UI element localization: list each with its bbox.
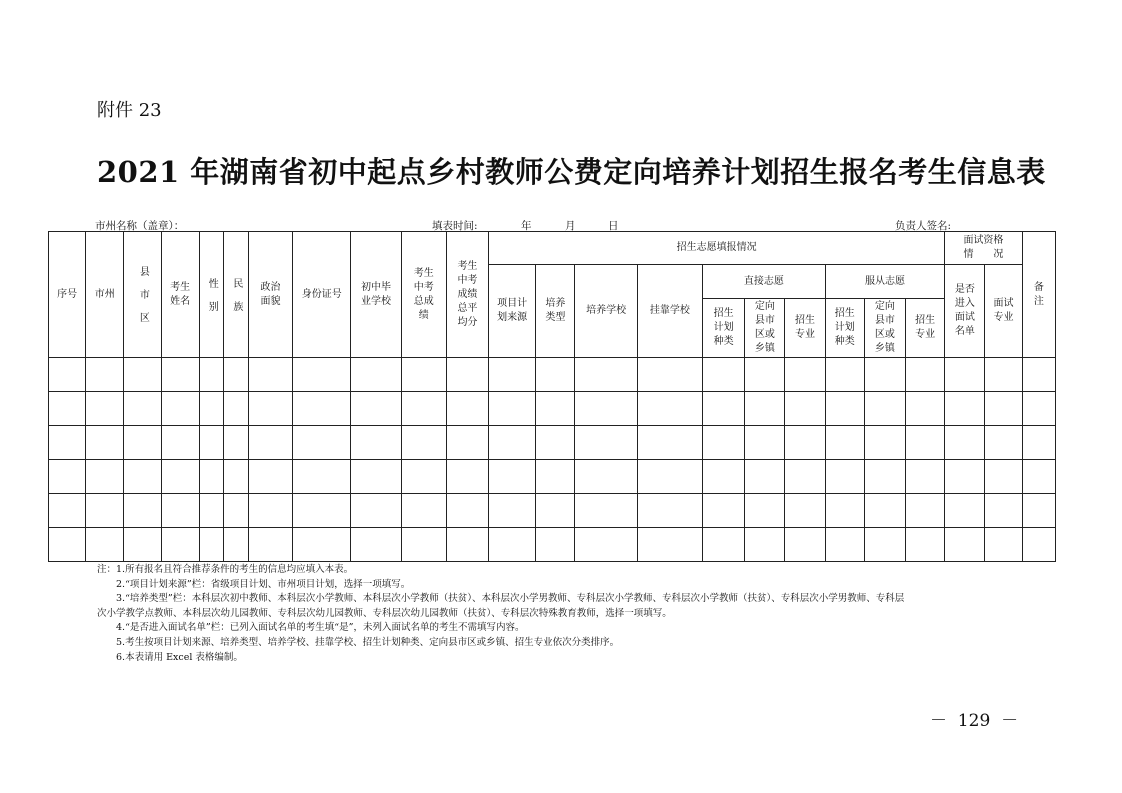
table-cell[interactable] — [401, 494, 446, 528]
header-gender: 性 别 — [199, 232, 223, 358]
table-cell[interactable] — [248, 392, 292, 426]
table-cell[interactable] — [536, 426, 575, 460]
table-cell[interactable] — [985, 358, 1022, 392]
header-type: 培养 类型 — [536, 265, 575, 358]
header-group-obey: 服从志愿 — [825, 265, 945, 299]
table-cell[interactable] — [703, 392, 745, 426]
info-table — [48, 231, 1056, 562]
table-cell[interactable] — [248, 460, 292, 494]
table-cell[interactable] — [223, 460, 248, 494]
table-cell[interactable] — [745, 460, 785, 494]
table-cell[interactable] — [489, 392, 536, 426]
page-number: － 129 － — [930, 711, 1019, 731]
header-attach-school: 挂靠学校 — [637, 265, 702, 358]
table-cell[interactable] — [864, 358, 905, 392]
table-cell[interactable] — [945, 460, 985, 494]
header-group-wish: 招生志愿填报情况 — [489, 232, 945, 265]
header-source: 项目计 划来源 — [489, 265, 536, 358]
table-cell[interactable] — [446, 460, 488, 494]
header-id: 身份证号 — [293, 232, 351, 358]
table-cell[interactable] — [945, 426, 985, 460]
table-cell[interactable] — [536, 460, 575, 494]
header-score: 考生 中考 总成 绩 — [401, 232, 446, 358]
note-line: 注：1.所有报名且符合推荐条件的考生的信息均应填入本表。 — [97, 564, 354, 575]
table-cell[interactable] — [49, 494, 86, 528]
table-cell[interactable] — [703, 528, 745, 562]
table-row — [49, 426, 1056, 460]
table-cell[interactable] — [223, 426, 248, 460]
table-cell[interactable] — [945, 494, 985, 528]
notes — [97, 563, 1027, 665]
table-cell[interactable] — [293, 426, 351, 460]
table-cell[interactable] — [536, 358, 575, 392]
table-cell[interactable] — [785, 528, 825, 562]
header-direct-plan-type: 招生 计划 种类 — [703, 299, 745, 358]
table-cell[interactable] — [489, 460, 536, 494]
table-cell[interactable] — [124, 426, 161, 460]
table-cell[interactable] — [637, 392, 702, 426]
table-cell[interactable] — [745, 426, 785, 460]
table-cell[interactable] — [1022, 358, 1055, 392]
table-cell[interactable] — [293, 392, 351, 426]
header-city: 市州 — [86, 232, 124, 358]
table-cell[interactable] — [637, 460, 702, 494]
header-avg: 考生 中考 成绩 总平 均分 — [446, 232, 488, 358]
table-cell[interactable] — [293, 358, 351, 392]
table-cell[interactable] — [825, 494, 864, 528]
table-cell[interactable] — [864, 392, 905, 426]
table-cell[interactable] — [785, 494, 825, 528]
table-cell[interactable] — [864, 494, 905, 528]
table-cell[interactable] — [446, 358, 488, 392]
table-cell[interactable] — [199, 392, 223, 426]
page-title: 2021 年湖南省初中起点乡村教师公费定向培养计划招生报名考生信息表 — [97, 155, 1046, 189]
table-cell[interactable] — [86, 358, 124, 392]
header-train-school: 培养学校 — [575, 265, 637, 358]
table-cell[interactable] — [637, 494, 702, 528]
header-county: 县 市 区 — [124, 232, 161, 358]
header-seq: 序号 — [49, 232, 86, 358]
table-cell[interactable] — [351, 460, 401, 494]
table-cell[interactable] — [199, 528, 223, 562]
table-cell[interactable] — [825, 392, 864, 426]
table-cell[interactable] — [864, 460, 905, 494]
header-remark: 备 注 — [1022, 232, 1055, 358]
table-cell[interactable] — [161, 358, 199, 392]
table-cell[interactable] — [293, 460, 351, 494]
table-cell[interactable] — [785, 392, 825, 426]
header-political: 政治 面貌 — [248, 232, 292, 358]
header-school: 初中毕 业学校 — [351, 232, 401, 358]
note-line: 6.本表请用 Excel 表格编制。 — [116, 651, 243, 663]
table-cell[interactable] — [124, 358, 161, 392]
table-cell[interactable] — [199, 426, 223, 460]
table-cell[interactable] — [446, 392, 488, 426]
table-cell[interactable] — [401, 460, 446, 494]
table-row — [49, 358, 1056, 392]
table-cell[interactable] — [1022, 460, 1055, 494]
table-cell[interactable] — [489, 358, 536, 392]
table-cell[interactable] — [489, 426, 536, 460]
table-cell[interactable] — [637, 358, 702, 392]
table-cell[interactable] — [489, 528, 536, 562]
table-cell[interactable] — [745, 494, 785, 528]
table-body — [49, 358, 1056, 562]
table-cell[interactable] — [401, 528, 446, 562]
table-cell[interactable] — [351, 494, 401, 528]
table-cell[interactable] — [199, 358, 223, 392]
table-cell[interactable] — [86, 528, 124, 562]
table-cell[interactable] — [703, 494, 745, 528]
header-obey-major: 招生 专业 — [906, 299, 945, 358]
header-group-direct: 直接志愿 — [703, 265, 826, 299]
table-cell[interactable] — [1022, 528, 1055, 562]
table-cell[interactable] — [1022, 426, 1055, 460]
table-cell[interactable] — [248, 494, 292, 528]
table-cell[interactable] — [49, 426, 86, 460]
note-line: 2.“项目计划来源”栏：省级项目计划、市州项目计划，选择一项填写。 — [116, 578, 411, 590]
table-cell[interactable] — [785, 426, 825, 460]
table-cell[interactable] — [351, 528, 401, 562]
table-cell[interactable] — [575, 494, 637, 528]
table-cell[interactable] — [945, 392, 985, 426]
table-cell[interactable] — [536, 528, 575, 562]
table-cell[interactable] — [703, 460, 745, 494]
table-cell[interactable] — [575, 460, 637, 494]
table-cell[interactable] — [86, 460, 124, 494]
table-cell[interactable] — [985, 460, 1022, 494]
table-cell[interactable] — [161, 426, 199, 460]
table-cell[interactable] — [906, 358, 945, 392]
table-cell[interactable] — [985, 528, 1022, 562]
table-cell[interactable] — [575, 426, 637, 460]
table-cell[interactable] — [401, 392, 446, 426]
note-line: 3.“培养类型”栏：本科层次初中教师、本科层次小学教师、本科层次小学教师（扶贫）、本科层次小学男教师、专科层次小学教师、专科层次小学教师（扶贫）、专科层次小学男教师、专科层 — [116, 593, 905, 605]
table-cell[interactable] — [745, 358, 785, 392]
table-cell[interactable] — [1022, 494, 1055, 528]
table-cell[interactable] — [536, 392, 575, 426]
table-cell[interactable] — [49, 392, 86, 426]
meta-year: 年 — [521, 220, 532, 232]
attachment-label: 附件 23 — [97, 100, 162, 121]
header-obey-plan-type: 招生 计划 种类 — [825, 299, 864, 358]
meta-day: 日 — [608, 220, 619, 232]
header-name: 考生 姓名 — [161, 232, 199, 358]
header-in-list: 是否 进入 面试 名单 — [945, 265, 985, 358]
note-line: 次小学教学点教师、本科层次幼儿园教师、专科层次幼儿园教师、专科层次幼儿园教师（扶贫）、专科层次特殊教育教师，选择一项填写。 — [97, 607, 672, 619]
table-cell[interactable] — [825, 358, 864, 392]
table-cell[interactable] — [785, 358, 825, 392]
table-cell[interactable] — [864, 426, 905, 460]
table-cell[interactable] — [446, 528, 488, 562]
table-cell[interactable] — [575, 528, 637, 562]
table-cell[interactable] — [223, 494, 248, 528]
table-cell[interactable] — [161, 528, 199, 562]
header-interview-major: 面试 专业 — [985, 265, 1022, 358]
table-cell[interactable] — [161, 460, 199, 494]
note-line: 4.“是否进入面试名单”栏：已列入面试名单的考生填“是”，未列入面试名单的考生不需填写内容。 — [116, 622, 525, 634]
note-line: 5.考生按项目计划来源、培养类型、培养学校、挂靠学校、招生计划种类、定向县市区或乡镇、招生专业依次分类排序。 — [116, 636, 620, 648]
table-cell[interactable] — [199, 460, 223, 494]
meta-signer: 负责人签名: — [895, 220, 952, 232]
table-cell[interactable] — [945, 358, 985, 392]
table-cell[interactable] — [985, 494, 1022, 528]
table-cell[interactable] — [446, 426, 488, 460]
table-cell[interactable] — [223, 358, 248, 392]
meta-date-label: 填表时间: — [432, 220, 478, 232]
table-cell[interactable] — [49, 358, 86, 392]
table-cell[interactable] — [86, 392, 124, 426]
header-ethnic: 民 族 — [223, 232, 248, 358]
table-cell[interactable] — [199, 494, 223, 528]
table-cell[interactable] — [536, 494, 575, 528]
table-row — [49, 494, 1056, 528]
table-cell[interactable] — [351, 426, 401, 460]
header-direct-target: 定向 县市 区或 乡镇 — [745, 299, 785, 358]
table-cell[interactable] — [745, 528, 785, 562]
table-cell[interactable] — [825, 528, 864, 562]
table-cell[interactable] — [575, 392, 637, 426]
header-obey-target: 定向 县市 区或 乡镇 — [864, 299, 905, 358]
table-cell[interactable] — [745, 392, 785, 426]
table-cell[interactable] — [248, 528, 292, 562]
table-cell[interactable] — [864, 528, 905, 562]
table-cell[interactable] — [86, 426, 124, 460]
table-cell[interactable] — [124, 528, 161, 562]
table-cell[interactable] — [637, 426, 702, 460]
table-cell[interactable] — [906, 392, 945, 426]
table-cell[interactable] — [293, 494, 351, 528]
table-cell[interactable] — [124, 460, 161, 494]
header-direct-major: 招生 专业 — [785, 299, 825, 358]
table-cell[interactable] — [401, 426, 446, 460]
table-cell[interactable] — [945, 528, 985, 562]
table-cell[interactable] — [785, 460, 825, 494]
table-cell[interactable] — [248, 358, 292, 392]
table-cell[interactable] — [446, 494, 488, 528]
table-cell[interactable] — [703, 358, 745, 392]
table-row — [49, 528, 1056, 562]
table-cell[interactable] — [703, 426, 745, 460]
table-cell[interactable] — [351, 358, 401, 392]
table-cell[interactable] — [401, 358, 446, 392]
table-cell[interactable] — [985, 392, 1022, 426]
table-cell[interactable] — [575, 358, 637, 392]
table-cell[interactable] — [637, 528, 702, 562]
table-cell[interactable] — [351, 392, 401, 426]
table-cell[interactable] — [825, 426, 864, 460]
table-cell[interactable] — [489, 494, 536, 528]
table-cell[interactable] — [161, 494, 199, 528]
table-cell[interactable] — [1022, 392, 1055, 426]
table-cell[interactable] — [86, 494, 124, 528]
table-cell[interactable] — [124, 392, 161, 426]
table-cell[interactable] — [248, 426, 292, 460]
table-cell[interactable] — [124, 494, 161, 528]
table-row — [49, 392, 1056, 426]
meta-month: 月 — [565, 220, 576, 232]
table-cell[interactable] — [49, 460, 86, 494]
table-cell[interactable] — [161, 392, 199, 426]
table-cell[interactable] — [906, 494, 945, 528]
meta-city: 市州名称（盖章）： — [95, 220, 185, 232]
table-cell[interactable] — [906, 528, 945, 562]
table-cell[interactable] — [293, 528, 351, 562]
table-cell[interactable] — [825, 460, 864, 494]
table-row — [49, 460, 1056, 494]
header-group-interview: 面试资格 情 况 — [945, 232, 1022, 265]
table-cell[interactable] — [223, 528, 248, 562]
table-cell[interactable] — [223, 392, 248, 426]
table-cell[interactable] — [906, 460, 945, 494]
table-cell[interactable] — [985, 426, 1022, 460]
table-cell[interactable] — [49, 528, 86, 562]
table-cell[interactable] — [906, 426, 945, 460]
